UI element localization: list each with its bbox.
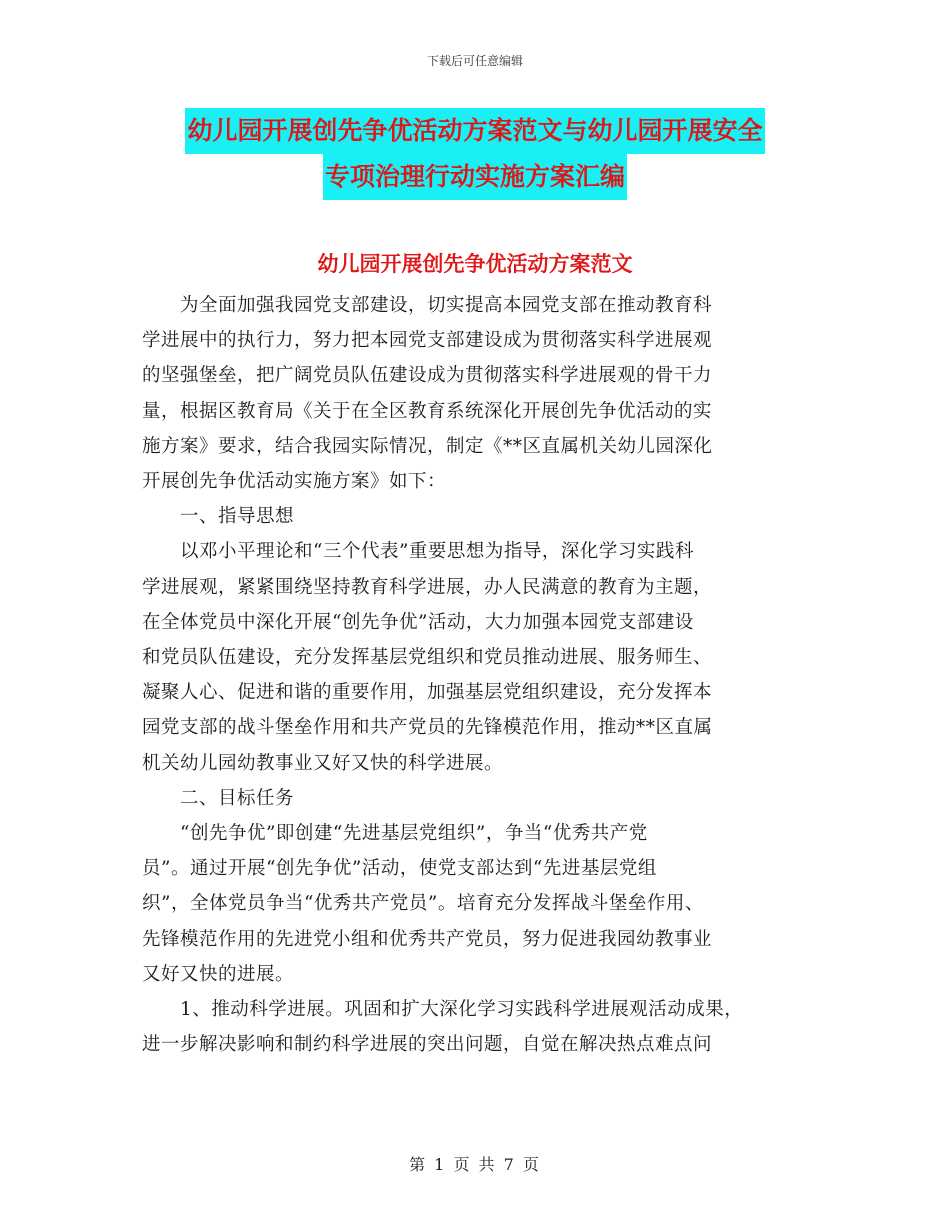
body-line: 1、推动科学进展。巩固和扩大深化学习实践科学进展观活动成果， xyxy=(142,999,744,1021)
body-line: 开展创先争优活动实施方案》如下： xyxy=(142,471,447,493)
document-title-line-2: 专项治理行动实施方案汇编 xyxy=(323,154,627,200)
body-line: 织”，全体党员争当“优秀共产党员”。培育充分发挥战斗堡垒作用、 xyxy=(142,893,704,915)
document-title-line-1: 幼儿园开展创先争优活动方案范文与幼儿园开展安全 xyxy=(185,108,764,154)
body-line: 以邓小平理论和“三个代表”重要思想为指导，深化学习实践科 xyxy=(142,541,694,563)
body-line: 又好又快的进展。 xyxy=(142,963,295,985)
body-line: 在全体党员中深化开展“创先争优”活动，大力加强本园党支部建设 xyxy=(142,611,694,633)
body-line: 凝聚人心、促进和谐的重要作用，加强基层党组织建设，充分发挥本 xyxy=(142,682,713,704)
body-line: 的坚强堡垒，把广阔党员队伍建设成为贯彻落实科学进展观的骨干力 xyxy=(142,365,713,387)
body-line: 先锋模范作用的先进党小组和优秀共产党员，努力促进我园幼教事业 xyxy=(142,928,713,950)
page-header-note: 下载后可任意编辑 xyxy=(426,54,523,68)
body-line: 为全面加强我园党支部建设，切实提高本园党支部在推动教育科 xyxy=(142,295,713,316)
body-line: 机关幼儿园幼教事业又好又快的科学进展。 xyxy=(142,752,504,774)
page-footer-number: 第 1 页 共 7 页 xyxy=(409,1155,541,1174)
heading-guiding-ideology: 一、指导思想 xyxy=(142,506,295,528)
heading-goals-tasks: 二、目标任务 xyxy=(142,787,295,809)
body-line: 园党支部的战斗堡垒作用和共产党员的先锋模范作用，推动**区直属 xyxy=(142,717,713,739)
body-line: 量，根据区教育局《关于在全区教育系统深化开展创先争优活动的实 xyxy=(142,400,713,422)
body-line: 学进展中的执行力，努力把本园党支部建设成为贯彻落实科学进展观 xyxy=(142,330,713,352)
body-line: 进一步解决影响和制约科学进展的突出问题，自觉在解决热点难点问 xyxy=(142,1034,713,1056)
section-title: 幼儿园开展创先争优活动方案范文 xyxy=(317,252,633,276)
body-line: 学进展观，紧紧围绕坚持教育科学进展，办人民满意的教育为主题， xyxy=(142,576,713,598)
body-line: 施方案》要求，结合我园实际情况，制定《**区直属机关幼儿园深化 xyxy=(142,435,713,457)
body-line: 员”。通过开展“创先争优”活动，使党支部达到“先进基层党组 xyxy=(142,858,657,880)
body-line: “创先争优”即创建“先进基层党组织”，争当“优秀共产党 xyxy=(142,823,648,845)
body-line: 和党员队伍建设，充分发挥基层党组织和党员推动进展、服务师生、 xyxy=(142,647,713,669)
document-title xyxy=(0,108,950,200)
document-body xyxy=(142,288,822,1062)
